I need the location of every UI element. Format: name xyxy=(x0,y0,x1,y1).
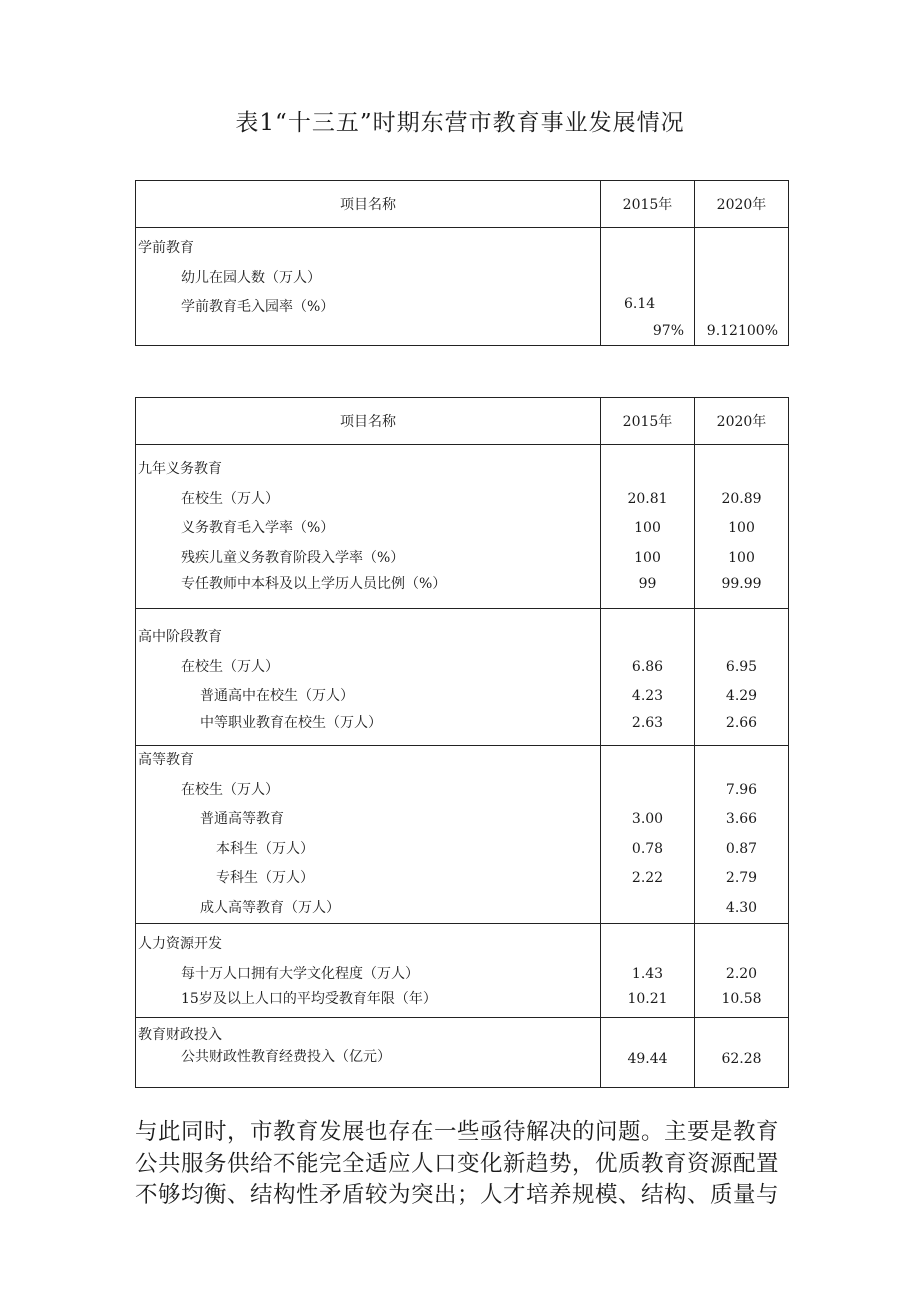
header-2015: 2015年 xyxy=(601,181,695,228)
value-2020: 6.95 xyxy=(725,658,758,675)
table-title: 表1“十三五”时期东营市教育事业发展情况 xyxy=(235,110,685,136)
preschool-2020 xyxy=(695,228,789,346)
value-2015: 0.78 xyxy=(631,840,664,857)
row-name: 义务教育毛入学率（%） xyxy=(181,520,335,536)
section-label: 九年义务教育 xyxy=(138,461,222,477)
row-name: 在校生（万人） xyxy=(181,490,279,507)
education-table xyxy=(135,397,789,1088)
row-name: 在校生（万人） xyxy=(181,781,279,798)
finance-names xyxy=(136,1018,601,1088)
hr-names xyxy=(136,924,601,1018)
higher-2015 xyxy=(601,746,695,924)
section-finance xyxy=(136,1018,789,1088)
row-name: 中等职业教育在校生（万人） xyxy=(200,714,382,731)
header-2020: 2020年 xyxy=(695,398,789,445)
value-2020: 3.66 xyxy=(725,811,758,827)
value-2015: 97% xyxy=(652,323,684,339)
compulsory-2015 xyxy=(601,445,695,609)
value-2020: 0.87 xyxy=(725,840,758,857)
header-item-name: 项目名称 xyxy=(136,398,601,445)
higher-names xyxy=(136,746,601,924)
value-2015: 2.22 xyxy=(631,870,664,886)
high-school-names xyxy=(136,609,601,746)
table-header-row xyxy=(136,398,789,445)
value-2020: 10.58 xyxy=(721,991,762,1007)
row-name: 公共财政性教育经费投入（亿元） xyxy=(181,1049,391,1065)
finance-2020 xyxy=(695,1018,789,1088)
section-compulsory xyxy=(136,445,789,609)
row-name: 学前教育毛入园率（%） xyxy=(181,299,335,315)
value-2015: 10.21 xyxy=(627,991,668,1007)
preschool-names xyxy=(136,228,601,346)
hr-2015 xyxy=(601,924,695,1018)
row-name: 成人高等教育（万人） xyxy=(200,899,340,916)
row-name: 专科生（万人） xyxy=(216,870,314,886)
row-name: 普通高等教育 xyxy=(200,811,284,827)
value-2020: 62.28 xyxy=(721,1051,762,1067)
value-2015: 6.86 xyxy=(631,658,664,675)
row-name: 残疾儿童义务教育阶段入学率（%） xyxy=(181,549,405,566)
row-name: 幼儿在园人数（万人） xyxy=(181,269,321,286)
finance-2015 xyxy=(601,1018,695,1088)
value-2020: 7.96 xyxy=(725,781,758,798)
value-2020: 4.30 xyxy=(725,899,758,916)
value-2015: 1.43 xyxy=(631,965,664,982)
table-row xyxy=(136,228,789,346)
value-2020: 2.20 xyxy=(725,965,758,982)
compulsory-names xyxy=(136,445,601,609)
value-2015: 100 xyxy=(634,549,661,566)
row-name: 每十万人口拥有大学文化程度（万人） xyxy=(181,965,419,982)
section-label: 人力资源开发 xyxy=(138,936,222,952)
value-2015: 100 xyxy=(634,520,661,536)
header-2020: 2020年 xyxy=(695,181,789,228)
value-2020: 2.66 xyxy=(725,714,758,731)
row-name: 15岁及以上人口的平均受教育年限（年） xyxy=(181,991,437,1007)
higher-2020 xyxy=(695,746,789,924)
value-2020: 100 xyxy=(728,549,755,566)
header-item-name: 项目名称 xyxy=(136,181,601,228)
row-name: 在校生（万人） xyxy=(181,658,279,675)
value-2020: 100 xyxy=(728,520,755,536)
preschool-2015 xyxy=(601,228,695,346)
row-name: 普通高中在校生（万人） xyxy=(200,688,354,704)
high-school-2020 xyxy=(695,609,789,746)
compulsory-2020 xyxy=(695,445,789,609)
table-header-row xyxy=(136,181,789,228)
value-2020: 20.89 xyxy=(721,490,762,507)
section-label: 高中阶段教育 xyxy=(138,629,222,645)
value-2020: 4.29 xyxy=(725,688,758,704)
high-school-2015 xyxy=(601,609,695,746)
section-label: 教育财政投入 xyxy=(138,1027,222,1043)
value-2020: 9.12100% xyxy=(706,323,778,339)
value-2015: 2.63 xyxy=(631,714,664,731)
value-2015: 4.23 xyxy=(631,688,664,704)
header-2015: 2015年 xyxy=(601,398,695,445)
value-2020: 2.79 xyxy=(725,870,758,886)
section-hr xyxy=(136,924,789,1018)
section-label: 高等教育 xyxy=(138,752,194,768)
section-high-school xyxy=(136,609,789,746)
row-name: 本科生（万人） xyxy=(216,840,314,857)
row-name: 专任教师中本科及以上学历人员比例（%） xyxy=(181,576,447,592)
value-2020: 99.99 xyxy=(721,576,762,592)
hr-2020 xyxy=(695,924,789,1018)
preschool-table xyxy=(135,180,789,346)
value-2015: 49.44 xyxy=(627,1051,668,1067)
value-2015: 20.81 xyxy=(627,490,668,507)
value-2015 xyxy=(601,776,694,806)
value-2015: 6.14 xyxy=(624,296,656,312)
body-paragraph: 与此同时，市教育发展也存在一些亟待解决的问题。主要是教育公共服务供给不能完全适应人口变化新趋势，优质教育资源配置不够均衡、结构性矛盾较为突出；人才培养规模、结构、质量与 xyxy=(135,1119,780,1208)
section-label: 学前教育 xyxy=(138,240,194,256)
value-2015: 99 xyxy=(638,576,657,592)
section-higher xyxy=(136,746,789,924)
value-2015 xyxy=(601,894,694,924)
value-2015: 3.00 xyxy=(631,811,664,827)
